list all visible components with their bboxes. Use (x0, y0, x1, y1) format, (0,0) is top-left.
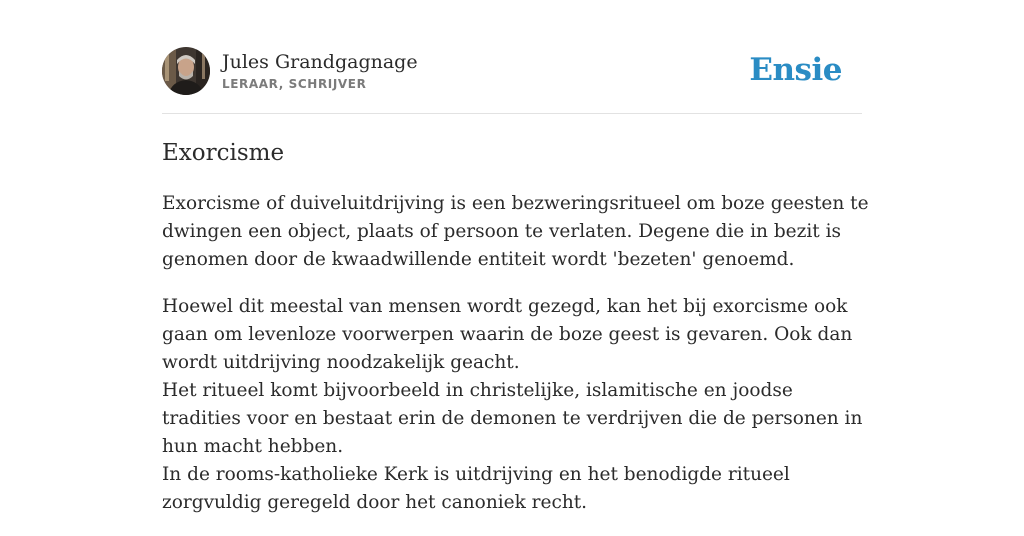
avatar[interactable] (162, 47, 210, 95)
author-role: LERAAR, SCHRIJVER (222, 76, 367, 91)
article-paragraph (162, 293, 872, 517)
paragraph-line: Exorcisme of duiveluitdrijving is een bezweringsritueel om boze geesten te dwingen een object, plaats of persoon te verlaten. Degene die in bezit is genomen door de kwaadwillende entiteit wordt 'bezeten' genoemd. (162, 193, 869, 270)
header-divider (162, 113, 862, 114)
paragraph-line: Het ritueel komt bijvoorbeeld in christelijke, islamitische en joodse tradities voor en bestaat erin de demonen te verdrijven die de personen in hun macht hebben. (162, 380, 863, 457)
article-card (162, 0, 869, 513)
brand-logo[interactable]: Ensie (749, 52, 842, 88)
author-block[interactable] (162, 47, 418, 95)
article-body (162, 190, 872, 536)
article-paragraph (162, 190, 872, 274)
author-meta (222, 51, 418, 92)
paragraph-line: Hoewel dit meestal van mensen wordt gezegd, kan het bij exorcisme ook gaan om levenloze voorwerpen waarin de boze geest is gevaren. Ook dan wordt uitdrijving noodzakelijk geacht. (162, 296, 853, 373)
article-title: Exorcisme (162, 140, 285, 166)
paragraph-line: In de rooms-katholieke Kerk is uitdrijving en het benodigde ritueel zorgvuldig geregeld door het canoniek recht. (162, 464, 790, 513)
author-name[interactable]: Jules Grandgagnage (222, 50, 418, 73)
